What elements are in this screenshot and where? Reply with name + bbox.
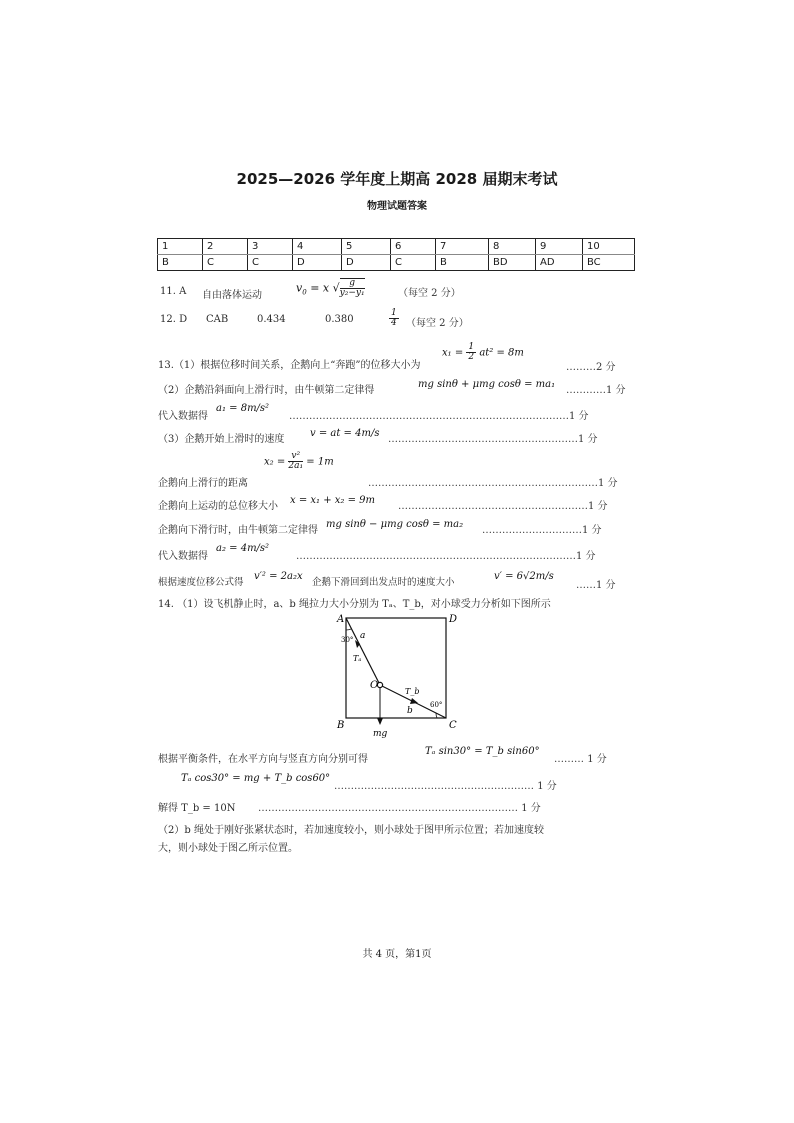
q13-line8-score: …………………………………………………………………………1 分: [296, 551, 596, 562]
q13-line1-score: ………2 分: [566, 362, 616, 373]
table-cell: D: [342, 255, 391, 271]
table-cell: 3: [248, 239, 293, 255]
q13-line5-text: 企鹅向上滑行的距离: [158, 478, 248, 489]
q12-answer-a: CAB: [206, 314, 229, 325]
q13-line1-text: 13.（1）根据位移时间关系，企鹅向上“奔跑”的位移大小为: [158, 360, 421, 371]
q13-line7-text: 企鹅向下滑行时，由牛顿第二定律得: [158, 525, 318, 536]
label-o: O: [370, 680, 379, 691]
force-diagram: [320, 608, 480, 740]
rope-a: [346, 618, 380, 685]
table-cell: 10: [583, 239, 635, 255]
page-subtitle: 物理试题答案: [367, 201, 427, 212]
label-d-vertex: D: [449, 614, 458, 625]
angle-arc-a: [346, 629, 351, 630]
q14-line1-text: 根据平衡条件，在水平方向与竖直方向分别可得: [158, 754, 368, 765]
q11-score: （每空 2 分）: [398, 288, 461, 299]
page-title: 2025—2026 学年度上期高 2028 届期末考试: [236, 170, 558, 188]
q13-line7-eq: mg sinθ − μmg cosθ = ma₂: [326, 519, 464, 530]
q13-line4-text: （3）企鹅开始上滑时的速度: [158, 434, 285, 445]
table-cell: 8: [489, 239, 536, 255]
label-rope-b: b: [407, 706, 413, 716]
table-cell: C: [391, 255, 436, 271]
q14-line3-score: …………………………………………………………………… 1 分: [258, 803, 541, 814]
q14-part2-line2: 大，则小球处于图乙所示位置。: [158, 843, 298, 854]
q13-line6-text: 企鹅向上运动的总位移大小: [158, 501, 278, 512]
q12-answer-b: 0.434: [257, 314, 286, 325]
q13-line1-eq: x₁ = $\frac{1}{2}$ at² = 8m: [442, 342, 524, 363]
table-cell: 9: [536, 239, 583, 255]
table-cell: BD: [489, 255, 536, 271]
table-cell: AD: [536, 255, 583, 271]
q13-line9-text-a: 根据速度位移公式得: [158, 577, 244, 588]
label-tb: T_b: [405, 687, 420, 696]
q13-line4-eq: v = at = 4m/s: [310, 428, 380, 439]
table-cell: 1: [158, 239, 203, 255]
q13-line9-eq-a: v′² = 2a₂x: [254, 571, 303, 582]
q13-line9-eq-b: v′ = 6√2m/s: [494, 571, 554, 582]
q13-line9-score: ……1 分: [576, 580, 616, 591]
table-cell: 5: [342, 239, 391, 255]
q13-line3-eq: a₁ = 8m/s²: [216, 403, 270, 414]
q13-line2-score: …………1 分: [566, 385, 626, 396]
table-cell: 7: [436, 239, 489, 255]
q12-score: （每空 2 分）: [406, 318, 469, 329]
q13-line3-score: …………………………………………………………………………1 分: [289, 411, 589, 422]
label-angle-30: 30°: [341, 636, 354, 644]
answer-table: [157, 238, 635, 271]
q13-line8-eq: a₂ = 4m/s²: [216, 543, 270, 554]
table-cell: B: [436, 255, 489, 271]
table-cell: BC: [583, 255, 635, 271]
q12-fraction: $\frac{1}{4}$: [391, 308, 397, 329]
label-mg: mg: [373, 729, 388, 739]
page-footer: 共 4 页，第1页: [362, 949, 432, 960]
q13-line8-text: 代入数据得: [158, 551, 208, 562]
q11-label: 11. A: [160, 286, 187, 297]
q13-line3-text: 代入数据得: [158, 411, 208, 422]
table-cell: D: [293, 255, 342, 271]
table-cell: C: [248, 255, 293, 271]
q14-line1-score: ……… 1 分: [554, 754, 607, 765]
table-row-choices: [158, 255, 635, 271]
label-rope-a: a: [360, 631, 366, 641]
table-cell: 2: [203, 239, 248, 255]
label-c-vertex: C: [449, 720, 457, 731]
q11-text: 自由落体运动: [202, 290, 262, 301]
q13-line5-eq: x₂ = $\frac{\text{v²}}{\text{2a₁}}$ = 1m: [264, 451, 334, 472]
table-cell: B: [158, 255, 203, 271]
table-cell: 4: [293, 239, 342, 255]
q13-line7-score: …………………………1 分: [482, 525, 602, 536]
q13-line9-text-b: 企鹅下滑回到出发点时的速度大小: [312, 577, 455, 588]
q13-line6-score: …………………………………………………1 分: [398, 501, 608, 512]
q13-line6-eq: x = x₁ + x₂ = 9m: [290, 495, 375, 506]
label-a-vertex: A: [337, 614, 345, 625]
q12-answer-c: 0.380: [325, 314, 354, 325]
q14-line2-score: …………………………………………………… 1 分: [334, 781, 557, 792]
arrow-mg-head: [377, 718, 383, 725]
q14-line2-eq: Tₐ cos30° = mg + T_b cos60°: [181, 773, 331, 784]
q14-line1-eq: Tₐ sin30° = T_b sin60°: [425, 746, 540, 757]
q13-line2-text: （2）企鹅沿斜面向上滑行时，由牛顿第二定律得: [158, 385, 375, 396]
q14-intro: 14. （1）设飞机静止时，a、b 绳拉力大小分别为 Tₐ、T_b，对小球受力分析如下图所示: [158, 599, 551, 610]
q13-line2-eq: mg sinθ + μmg cosθ = ma₁: [418, 379, 556, 390]
table-cell: 6: [391, 239, 436, 255]
q13-line4-score: …………………………………………………1 分: [388, 434, 598, 445]
arrow-tb: [410, 698, 418, 704]
q13-line5-score: ……………………………………………………………1 分: [368, 478, 618, 489]
label-b-vertex: B: [337, 720, 345, 731]
q12-label: 12. D: [160, 314, 188, 325]
table-cell: C: [203, 255, 248, 271]
table-row-numbers: [158, 239, 635, 255]
q14-line3-text: 解得 T_b = 10N: [158, 803, 236, 814]
label-ta: Tₐ: [353, 654, 362, 663]
q14-part2-line1: （2）b 绳处于刚好张紧状态时，若加速度较小，则小球处于图甲所示位置；若加速度较: [158, 825, 544, 836]
label-angle-60: 60°: [430, 701, 443, 709]
q11-formula: $v_0 = x$ √ $\frac{g}{\text{y₂−y₁}}$: [296, 278, 365, 299]
